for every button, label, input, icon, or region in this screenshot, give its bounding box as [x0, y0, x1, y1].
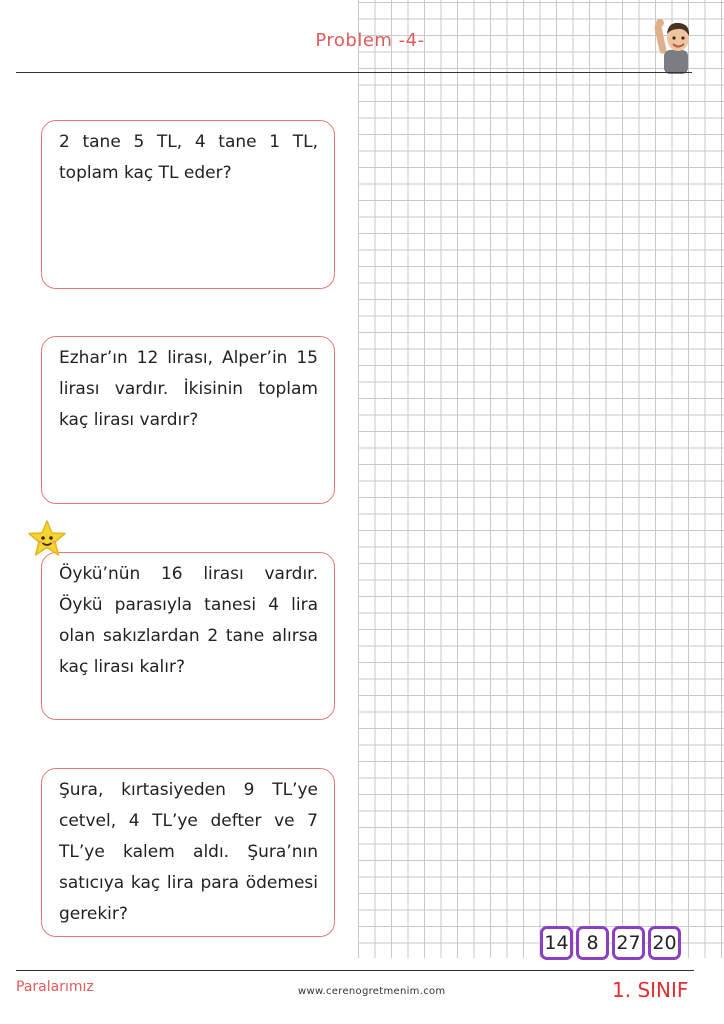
problem-card-3 — [41, 552, 335, 720]
problem-card-4 — [41, 768, 335, 937]
answer-choices — [540, 926, 681, 960]
answer-box: 27 — [612, 926, 645, 960]
grade-label: 1. SINIF — [612, 978, 689, 1002]
website-link[interactable]: www.cerenogretmenim.com — [298, 986, 446, 997]
footer-divider — [16, 970, 694, 971]
answer-box: 8 — [576, 926, 609, 960]
problem-text: Ezhar’ın 12 lirası, Alper’in 15 lirası vardır. İkisinin toplam kaç lirası vardır? — [59, 348, 318, 430]
problem-text: Öykü’nün 16 lirası vardır. Öykü parasıyla tanesi 4 lira olan sakızlardan 2 tane alırsa kaç lirası kalır? — [59, 564, 318, 677]
page-title: Problem -4- — [315, 30, 425, 51]
problem-text: Şura, kırtasiyeden 9 TL’ye cetvel, 4 TL’ye defter ve 7 TL’ye kalem aldı. Şura’nın satıcıya kaç lira para ödemesi gerekir? — [59, 780, 318, 924]
grid-paper — [358, 0, 724, 958]
problem-card-1 — [41, 120, 335, 289]
problem-text: 2 tane 5 TL, 4 tane 1 TL, toplam kaç TL eder? — [59, 132, 318, 183]
header-divider — [16, 72, 692, 73]
problem-card-2 — [41, 336, 335, 504]
answer-box: 20 — [648, 926, 681, 960]
star-icon — [26, 518, 68, 560]
topic-label: Paralarımız — [16, 979, 94, 995]
answer-box: 14 — [540, 926, 573, 960]
avatar-icon — [654, 14, 698, 76]
